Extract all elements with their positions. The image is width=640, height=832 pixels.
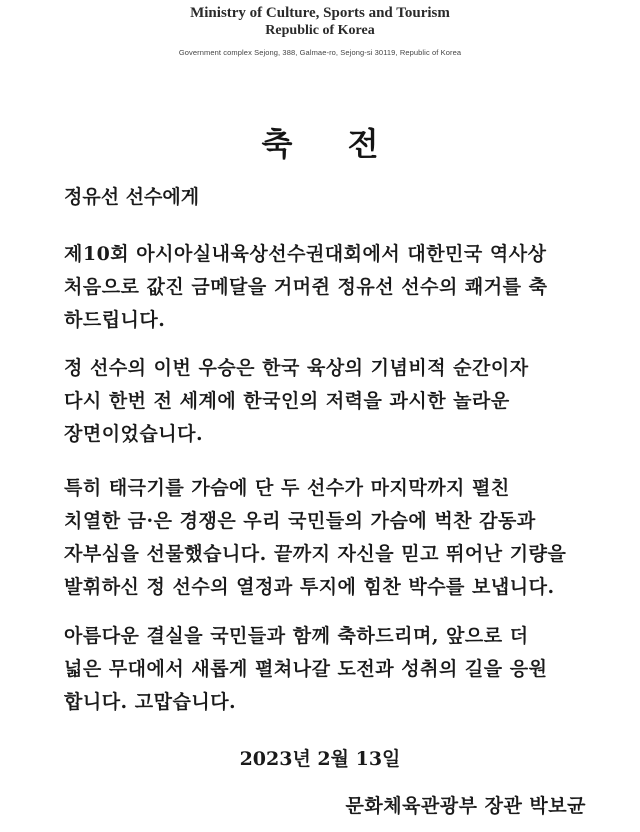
paragraph-line: 넓은 무대에서 새롭게 펼쳐나갈 도전과 성취의 길을 응원 [64,658,548,680]
paragraph-line: 발휘하신 정 선수의 열정과 투지에 힘찬 박수를 보냅니다. [64,576,555,598]
paragraph-line: 아름다운 결실을 국민들과 함께 축하드리며, 앞으로 더 [64,625,529,647]
document-date: 2023년 2월 13일 [239,748,401,770]
ministry-address: Government complex Sejong, 388, Galmae-ro, Sejong-si 30119, Republic of Korea [178,48,462,57]
document-title: 축 전 [261,125,401,163]
paragraph-line: 하드립니다. [64,309,166,331]
paragraph-line: 처음으로 값진 금메달을 거머쥔 정유선 선수의 쾌거를 축 [64,276,548,298]
paragraph-line: 장면이었습니다. [64,423,204,445]
paragraph-line: 특히 태극기를 가슴에 단 두 선수가 마지막까지 펼친 [64,477,510,499]
paragraph-line: 제10회 아시아실내육상선수권대회에서 대한민국 역사상 [64,243,547,265]
paragraph-line: 자부심을 선물했습니다. 끝까지 자신을 믿고 뛰어난 기량을 [64,543,567,565]
ministry-name: Ministry of Culture, Sports and Tourism [190,5,450,21]
signature-line: 문화체육관광부 장관 박보균 [345,795,586,817]
paragraph-3 [64,472,594,604]
country-name: Republic of Korea [265,23,375,38]
salutation: 정유선 선수에게 [64,186,200,208]
paragraph-line: 다시 한번 전 세계에 한국인의 저력을 과시한 놀라운 [64,390,510,412]
paragraph-line: 치열한 금·은 경쟁은 우리 국민들의 가슴에 벅찬 감동과 [64,510,536,532]
paragraph-4 [64,620,594,719]
paragraph-2 [64,352,594,451]
paragraph-line: 합니다. 고맙습니다. [64,691,237,713]
letterhead [0,4,640,58]
paragraph-1 [64,238,594,337]
paragraph-line: 정 선수의 이번 우승은 한국 육상의 기념비적 순간이자 [64,357,529,379]
